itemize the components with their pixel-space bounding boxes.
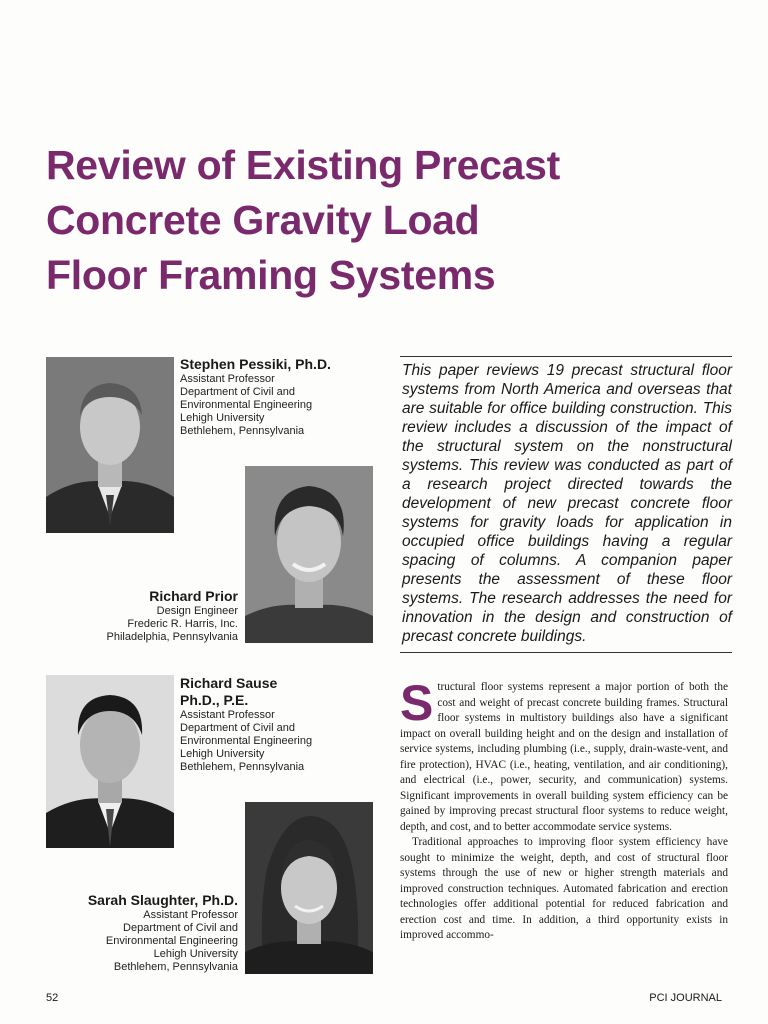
author-photo-pessiki [46, 357, 174, 533]
author-block-slaughter [88, 892, 238, 974]
author-affiliation: Lehigh University [180, 748, 265, 760]
author-affiliation: Lehigh University [180, 412, 265, 424]
author-affiliation: Department of Civil and [180, 722, 295, 734]
author-title: Design Engineer [156, 605, 238, 617]
body-text [400, 675, 728, 944]
author-affiliation: Department of Civil and [180, 386, 295, 398]
author-title: Assistant Professor [143, 909, 238, 921]
page-number: 52 [46, 992, 59, 1004]
body-paragraph-2: Traditional approaches to improving floor system efficiency have sought to minimize the weight, depth, and cost of structural floor systems through the use of new or higher strength materials and improved construction techniques. Automated fabrication and erection technologies offer additional potential for reduced fabrication and erection cost and time. In addition, a third opportunity exists in improved accommo- [400, 836, 728, 941]
abstract-box [400, 356, 732, 653]
author-affiliation: Frederic R. Harris, Inc. [127, 618, 238, 630]
author-block-sause [180, 675, 312, 774]
body-paragraph-1 [400, 675, 728, 835]
author-title: Assistant Professor [180, 709, 275, 721]
author-name: Sarah Slaughter, Ph.D. [87, 892, 238, 908]
author-location: Bethlehem, Pennsylvania [180, 761, 305, 773]
author-name: Richard Sause [180, 675, 278, 691]
article-title [46, 138, 726, 303]
title-line-3: Floor Framing Systems [46, 252, 496, 298]
author-block-prior [107, 588, 238, 644]
journal-name: PCI JOURNAL [649, 992, 722, 1004]
paragraph-1-text: tructural floor systems represent a major portion of both the cost and weight of precast concrete building frames. Structural floor systems in multistory buildings also have a significant impact on overall building height and on the design and installation of service systems, including plumbing (i.e., supply, drain-waste-vent, and fire protection), HVAC (i.e., heating, ventilation, and air conditioning), and electrical (i.e., power, security, and communication) systems. Significant improvements in overall building system efficiency can be gained by improving precast structural floor systems to reduce weight, depth, and cost, and to better accommodate service systems. [400, 681, 728, 833]
author-title: Assistant Professor [180, 373, 275, 385]
author-location: Bethlehem, Pennsylvania [180, 425, 305, 437]
author-location: Philadelphia, Pennsylvania [106, 631, 238, 643]
author-affiliation: Environmental Engineering [105, 935, 238, 947]
title-line-2: Concrete Gravity Load [46, 197, 480, 243]
author-affiliation: Department of Civil and [123, 922, 238, 934]
author-location: Bethlehem, Pennsylvania [113, 961, 238, 973]
drop-cap: S [400, 675, 434, 731]
author-credentials: Ph.D., P.E. [180, 692, 249, 708]
author-affiliation: Environmental Engineering [180, 735, 313, 747]
author-name: Stephen Pessiki, Ph.D. [180, 356, 331, 372]
author-photo-slaughter [245, 802, 373, 974]
title-line-1: Review of Existing Precast [46, 142, 561, 188]
author-name: Richard Prior [149, 588, 238, 604]
author-photo-sause [46, 675, 174, 848]
author-block-pessiki [180, 356, 331, 438]
abstract-text: This paper reviews 19 precast structural floor systems from North America and overseas that are suitable for office building construction. This review includes a discussion of the impact of the structural system on the nonstructural systems. This review was conducted as part of a research project directed towards the development of new precast concrete floor systems for gravity loads for application in occupied office buildings having a regular spacing of columns. A companion paper presents the assessment of these floor systems. The research addresses the need for innovation in the design and construction of precast concrete buildings. [402, 362, 732, 645]
author-affiliation: Environmental Engineering [180, 399, 313, 411]
author-photo-prior [245, 466, 373, 643]
author-affiliation: Lehigh University [153, 948, 238, 960]
